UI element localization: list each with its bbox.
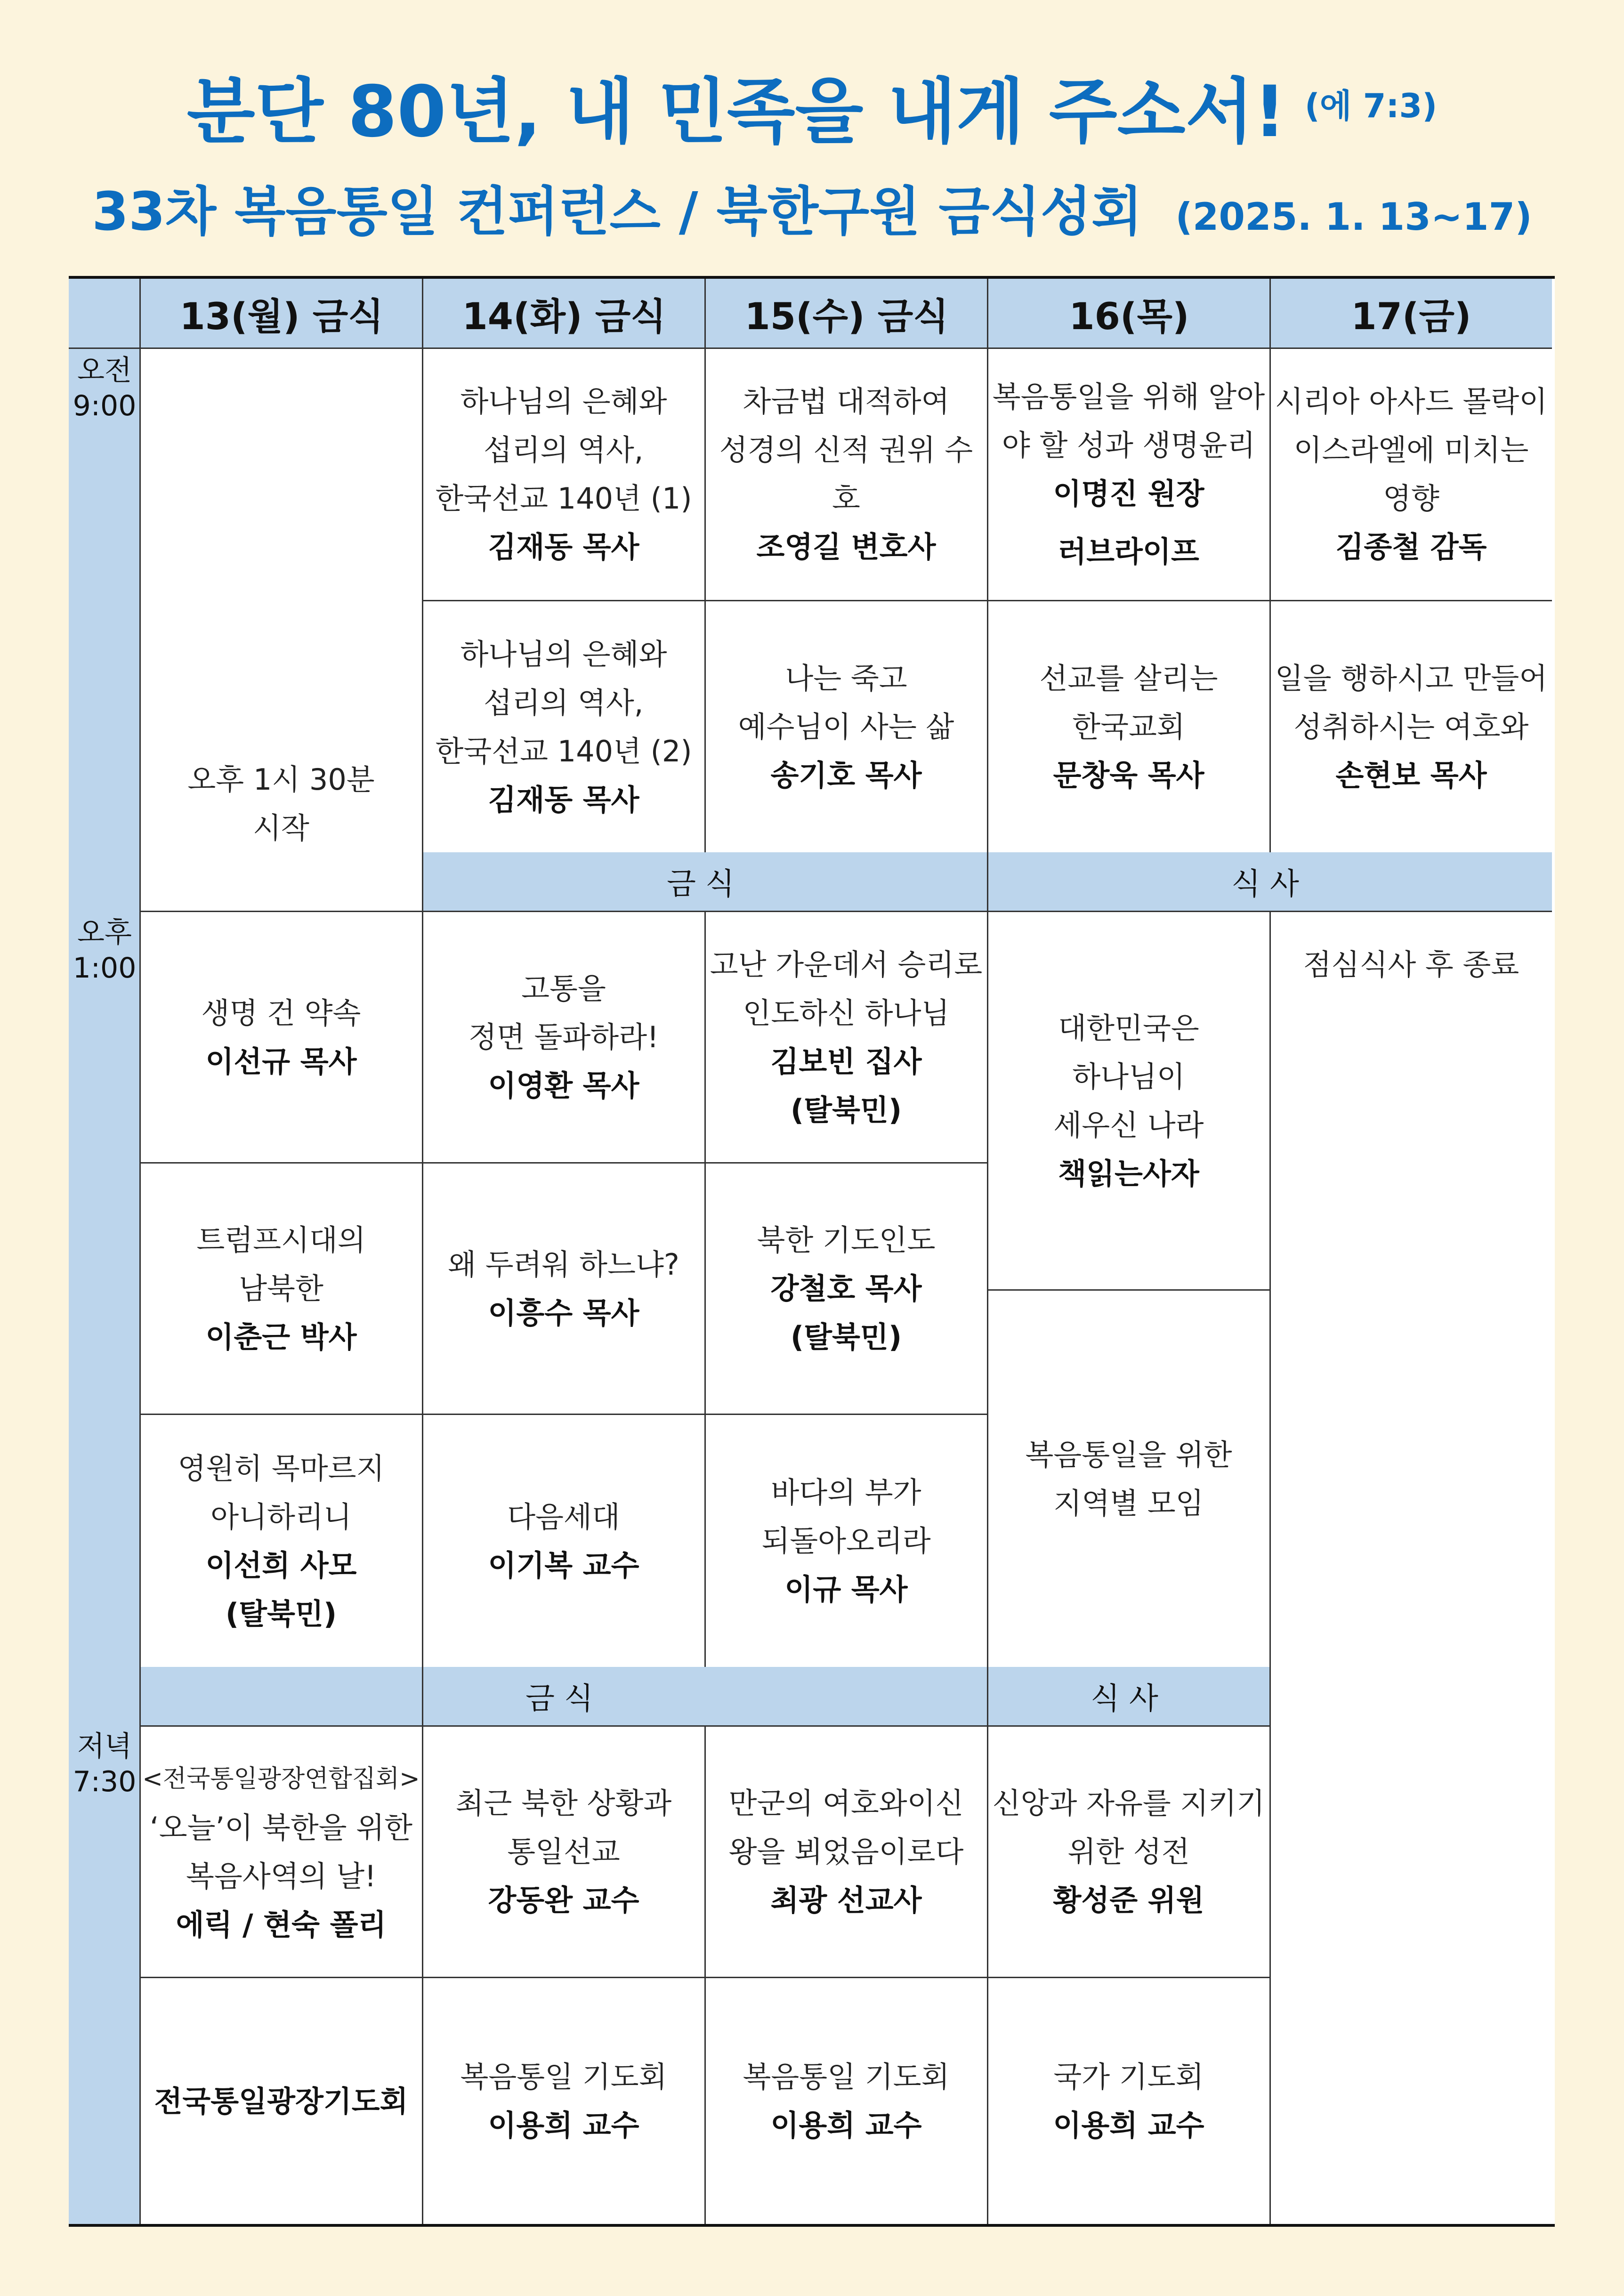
session-title: 섭리의 역사, [484,685,644,720]
cell-wed-ev1 [705,1727,987,1977]
session-title: 북한 기도인도 [757,1223,936,1257]
session-title: 예수님이 사는 삶 [738,710,954,744]
speaker: 이영환 목사 [488,1068,639,1103]
session-title: 대한민국은 [1058,1011,1199,1045]
speaker: 에릭 / 현숙 폴리 [176,1907,387,1942]
main-title-text: 분단 80년, 내 민족을 내게 주소서! [186,71,1286,153]
session-title: 복음사역의 날! [186,1859,376,1893]
cell-tue-ev2 [423,1978,704,2224]
main-title [0,59,1624,159]
speaker: 황성준 위원 [1053,1883,1204,1917]
session-title: 성취하시는 여호와 [1293,710,1529,744]
time-morning-label: 오전 [77,354,132,387]
cell-mon-pm2 [140,1164,422,1414]
grid-line [1269,911,1271,2224]
session-title: 정면 돌파하라! [469,1020,659,1054]
session-title: 다음세대 [507,1499,620,1534]
cell-tue-pm2 [423,1164,704,1414]
start-label: 시작 [253,811,309,845]
speaker: 이기복 교수 [488,1548,639,1583]
session-title: 하나님의 은혜와 [460,637,667,671]
speaker: 조영길 변호사 [756,530,936,564]
speaker: 책읽는사자 [1058,1156,1199,1191]
session-title: 영향 [1383,481,1439,516]
session-title: 생명 건 약속 [201,995,361,1030]
speaker: 강철호 목사 [770,1271,922,1306]
session-title: 통일선교 [507,1835,620,1869]
speaker: 이선희 사모 [205,1548,357,1583]
time-afternoon-value: 1:00 [73,952,137,985]
session-title: 하나님이 [1072,1059,1185,1094]
header-thu: 16(목) [1069,296,1189,338]
session-title: 한국선교 140년 (2) [435,734,692,768]
speaker: 김종철 감독 [1335,530,1487,564]
session-title: 복음통일 기도회 [460,2060,667,2094]
cell-wed-pm1 [705,912,987,1162]
header-tue: 14(화) 금식 [462,296,666,338]
session-end-note: 점심식사 후 종료 [1303,947,1519,982]
cell-thu-pm2 [988,1291,1269,1667]
speaker: 이춘근 박사 [205,1320,357,1354]
time-afternoon-label: 오후 [77,916,132,949]
session-title: 하나님의 은혜와 [460,384,667,419]
subtitle-text: 33차 복음통일 컨퍼런스 / 북한구원 금식성회 [92,181,1143,243]
session-title: 전국통일광장기도회 [154,2084,408,2118]
speaker: 손현보 목사 [1335,758,1487,792]
session-title: 한국선교 140년 (1) [435,481,692,516]
cell-thu-ev2 [988,1978,1269,2224]
cell-tue-pm1 [423,912,704,1162]
time-evening-label: 저녁 [77,1730,132,1763]
time-morning-value: 9:00 [73,389,137,422]
cell-tue-ev1 [423,1727,704,1977]
cell-mon-pm1 [140,912,422,1162]
speaker: 최광 선교사 [770,1883,922,1917]
speaker: 강동완 교수 [488,1883,639,1917]
cell-wed-am1 [705,348,987,600]
session-title: 인도하신 하나님 [743,995,950,1030]
speaker: 이용희 교수 [488,2108,639,2142]
session-title: 일을 행하시고 만들어 [1275,661,1548,695]
session-title: 트럼프시대의 [196,1223,366,1257]
session-title: 왜 두려워 하느냐? [448,1247,679,1282]
speaker: 김보빈 집사 [770,1044,922,1079]
header-wed: 15(수) 금식 [744,296,949,338]
speaker: 이흥수 목사 [488,1295,639,1330]
speaker: 김재동 목사 [488,530,639,564]
cell-fri-pm [1270,912,1552,1053]
session-title: 바다의 부가 [771,1475,921,1510]
speaker-note: (탈북민) [790,1092,902,1127]
header-fri: 17(금) [1351,296,1471,338]
cell-tue-am2 [423,601,704,852]
time-morning [69,353,140,424]
cell-wed-pm2 [705,1164,987,1414]
band-noon-fast: 금식 [423,852,988,911]
session-title: 복음통일 기도회 [743,2060,950,2094]
cell-thu-ev1 [988,1727,1269,1977]
speaker-org: 러브라이프 [1058,534,1199,569]
session-title: 지역별 모임 [1053,1486,1204,1520]
speaker: 이용희 교수 [1053,2108,1204,2142]
session-title: 복음통일을 위한 [1025,1437,1232,1472]
time-evening-value: 7:30 [73,1765,137,1798]
cell-fri-am1 [1270,348,1552,600]
session-title: 한국교회 [1072,710,1185,744]
session-title: 남북한 [239,1271,323,1306]
speaker: 문창욱 목사 [1053,758,1204,792]
band-evening-meal: 식사 [988,1667,1270,1725]
session-title: 신앙과 자유를 지키기 [992,1786,1265,1820]
speaker-note: (탈북민) [790,1320,902,1354]
time-column [69,279,140,2224]
cell-thu-am2 [988,601,1269,852]
header-mon: 13(월) 금식 [179,296,384,338]
cell-tue-am1 [423,348,704,600]
session-title: 야 할 성과 생명윤리 [1002,428,1256,462]
start-time: 오후 1시 30분 [187,762,375,797]
session-title: 시리아 아사드 몰락이 [1275,384,1548,419]
speaker: 이규 목사 [784,1572,908,1607]
session-title: 최근 북한 상황과 [455,1786,672,1820]
speaker: 이선규 목사 [205,1044,357,1079]
schedule-table [69,276,1555,2227]
session-title: 선교를 살리는 [1039,661,1218,695]
session-title: 국가 기도회 [1053,2060,1204,2094]
session-title: 세우신 나라 [1053,1108,1204,1142]
cell-mon-start [140,754,422,853]
cell-thu-pm1 [988,912,1269,1289]
session-title: 위한 성전 [1067,1835,1190,1869]
session-title: 섭리의 역사, [484,433,644,467]
cell-thu-am1 [988,348,1269,600]
session-title: 고통을 [521,971,606,1006]
speaker: 이명진 원장 [1053,477,1204,511]
time-evening [69,1729,140,1800]
cell-fri-am2 [1270,601,1552,852]
cell-wed-am2 [705,601,987,852]
session-title: 나는 죽고 [785,661,907,695]
event-name: <전국통일광장연합집회> [142,1764,420,1793]
cell-mon-ev2 [140,1978,422,2224]
cell-wed-ev2 [705,1978,987,2224]
subtitle [0,174,1624,255]
band-evening-fast: 금식 [140,1667,988,1725]
session-title: 이스라엘에 미치는 [1293,433,1529,467]
session-title: 복음통일을 위해 알아 [992,380,1265,414]
band-noon-meal: 식사 [988,852,1552,911]
session-title: ‘오늘’이 북한을 위한 [150,1810,412,1845]
session-title: 성경의 신적 권위 수호 [719,433,973,516]
event-dates: (2025. 1. 13~17) [1175,195,1532,239]
speaker: 송기호 목사 [770,758,922,792]
speaker: 김재동 목사 [488,782,639,817]
cell-tue-pm3 [423,1415,704,1667]
speaker: 이용희 교수 [770,2108,922,2142]
session-title: 영원히 목마르지 [178,1451,385,1486]
session-title: 왕을 뵈었음이로다 [728,1835,964,1869]
time-afternoon [69,915,140,986]
cell-mon-pm3 [140,1415,422,1667]
cell-mon-ev1 [140,1727,422,1977]
session-title: 차금법 대적하여 [743,384,950,419]
session-title: 고난 가운데서 승리로 [710,947,983,982]
speaker-note: (탈북민) [225,1596,337,1631]
session-title: 아니하리니 [210,1499,352,1534]
bible-verse: (에 7:3) [1304,87,1438,125]
cell-wed-pm3 [705,1415,987,1667]
session-title: 만군의 여호와이신 [728,1786,964,1820]
session-title: 되돌아오리라 [761,1524,931,1558]
